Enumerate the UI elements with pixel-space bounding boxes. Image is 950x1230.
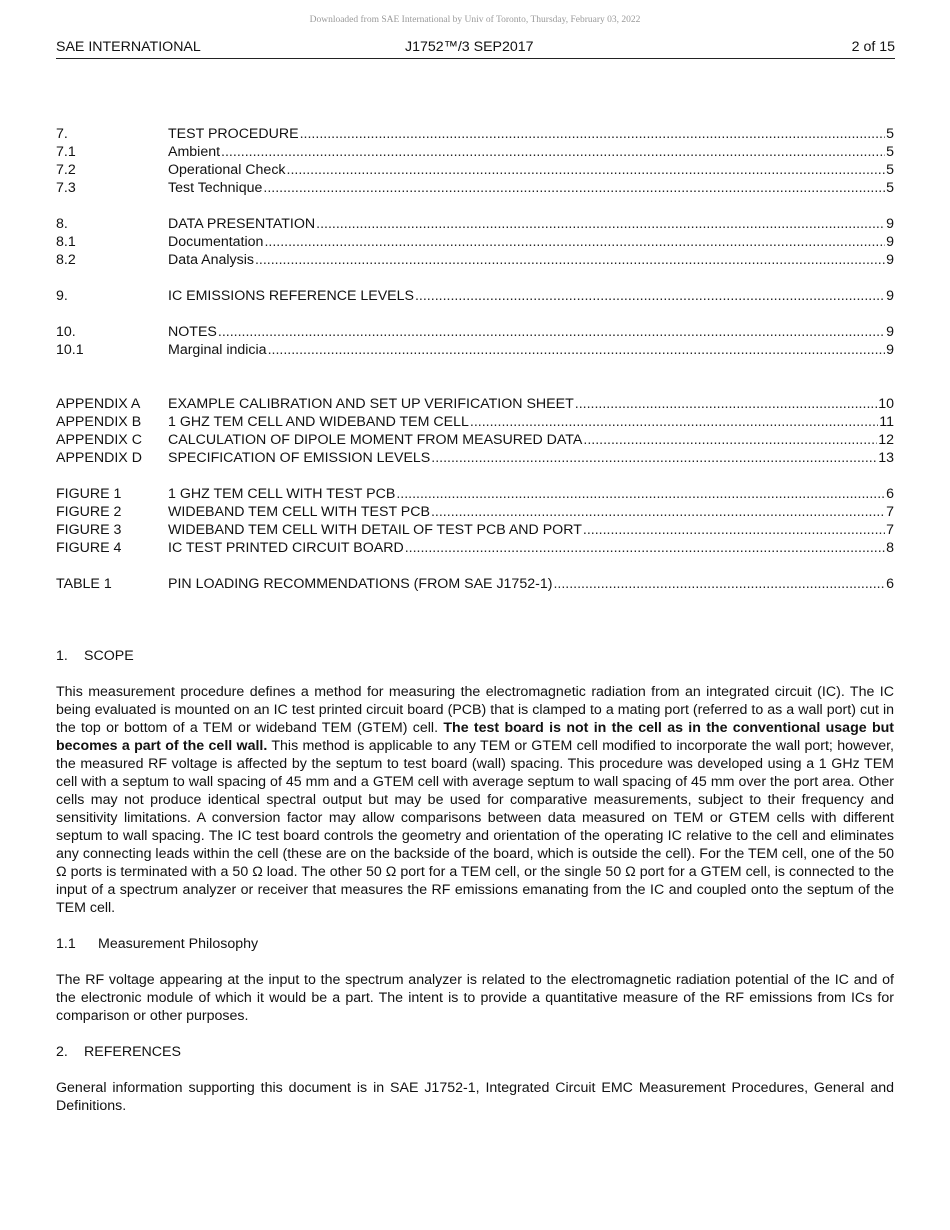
toc-dot-leader — [255, 251, 885, 269]
toc-entry-title: PIN LOADING RECOMMENDATIONS (FROM SAE J1752-1) — [168, 576, 553, 592]
toc-entry-page: 9 — [886, 216, 894, 232]
toc-entry — [56, 161, 894, 179]
download-watermark: Downloaded from SAE International by Univ of Toronto, Thursday, February 03, 2022 — [309, 15, 641, 25]
toc-entry-number: 10.1 — [56, 342, 84, 358]
toc-entry-page: 11 — [879, 414, 894, 430]
toc-dot-leader — [575, 395, 877, 413]
toc-entry — [56, 233, 894, 251]
toc-entry — [56, 503, 894, 521]
toc-dot-leader — [268, 341, 886, 359]
toc-entry-title: Documentation — [168, 234, 264, 250]
toc-entry-page: 9 — [886, 288, 894, 304]
section-title: SCOPE — [84, 648, 134, 664]
document-body — [56, 647, 894, 1133]
toc-entry-number: 8.1 — [56, 234, 76, 250]
toc-entry-page: 5 — [886, 126, 894, 142]
toc-entry — [56, 251, 894, 269]
header-organization: SAE INTERNATIONAL — [56, 39, 201, 55]
toc-entry-page: 10 — [878, 396, 894, 412]
toc-dot-leader — [405, 539, 885, 557]
toc-entry-number: 8.2 — [56, 252, 76, 268]
toc-entry-page: 9 — [886, 234, 894, 250]
toc-dot-leader — [287, 161, 886, 179]
toc-entry-title: TEST PROCEDURE — [168, 126, 299, 142]
toc-entry-page: 13 — [878, 450, 894, 466]
toc-entry — [56, 287, 894, 305]
toc-spacer — [56, 467, 894, 485]
toc-dot-leader — [553, 575, 885, 593]
section-number: 2. — [56, 1044, 68, 1060]
toc-entry-number: FIGURE 2 — [56, 504, 122, 520]
toc-dot-leader — [221, 143, 885, 161]
toc-entry — [56, 341, 894, 359]
toc-entry — [56, 179, 894, 197]
toc-entry-page: 5 — [886, 144, 894, 160]
header-page-number: 2 of 15 — [851, 39, 895, 55]
toc-entry-number: 7. — [56, 126, 68, 142]
toc-entry — [56, 215, 894, 233]
toc-entry-title: 1 GHZ TEM CELL AND WIDEBAND TEM CELL — [168, 414, 469, 430]
section-number: 1.1 — [56, 936, 76, 952]
toc-entry — [56, 449, 894, 467]
toc-dot-leader — [396, 485, 885, 503]
toc-entry-number: 10. — [56, 324, 76, 340]
section-number: 1. — [56, 648, 68, 664]
toc-dot-leader — [470, 413, 878, 431]
toc-entry-title: IC EMISSIONS REFERENCE LEVELS — [168, 288, 414, 304]
toc-dot-leader — [431, 449, 877, 467]
toc-dot-leader — [263, 179, 885, 197]
toc-spacer — [56, 197, 894, 215]
toc-spacer — [56, 269, 894, 287]
toc-entry-page: 7 — [886, 504, 894, 520]
section-heading-references — [56, 1043, 894, 1061]
toc-entry — [56, 395, 894, 413]
toc-entry-number: 7.2 — [56, 162, 76, 178]
scope-text-b: This method is applicable to any TEM or GTEM cell modified to incorporate the wall port; however, the measured RF voltage is affected by the septum to test board (wall) spacing. This procedure was developed using a 1 GHz TEM cell with a septum to wall spacing of 45 mm and a GTEM cell with average septum to wall spacing of 45 mm over the port area. Other cells may not produce identical spectral output but may be used for comparative measurements, subject to their frequency and sensitivity limitations. A conversion factor may allow comparisons between data measured on TEM or GTEM cells with different septum to wall spacing. The IC test board controls the geometry and orientation of the operating IC relative to the cell and eliminates any connecting leads within the cell (these are on the backside of the board, which is outside the cell). For the TEM cell, one of the 50 Ω ports is terminated with a 50 Ω load. The other 50 Ω port for a TEM cell, or the single 50 Ω port for a GTEM cell, is connected to the input of a spectrum analyzer or receiver that measures the RF emissions emanating from the IC and coupled onto the septum of the TEM cell. — [56, 738, 894, 916]
toc-entry-title: IC TEST PRINTED CIRCUIT BOARD — [168, 540, 404, 556]
references-paragraph: General information supporting this document is in SAE J1752-1, Integrated Circuit EMC Measurement Procedures, General and Definitions. — [56, 1080, 894, 1114]
section-title: REFERENCES — [84, 1044, 181, 1060]
toc-entry-title: WIDEBAND TEM CELL WITH TEST PCB — [168, 504, 430, 520]
toc-entry-page: 9 — [886, 252, 894, 268]
toc-entry — [56, 539, 894, 557]
table-of-contents — [56, 125, 894, 593]
toc-entry-title: DATA PRESENTATION — [168, 216, 316, 232]
toc-entry-page: 9 — [886, 342, 894, 358]
toc-entry — [56, 413, 894, 431]
section-heading-scope — [56, 647, 894, 665]
toc-entry-number: APPENDIX D — [56, 450, 142, 466]
toc-dot-leader — [300, 125, 886, 143]
toc-entry-page: 12 — [878, 432, 894, 448]
toc-entry — [56, 485, 894, 503]
toc-spacer — [56, 359, 894, 395]
toc-spacer — [56, 557, 894, 575]
toc-dot-leader — [415, 287, 885, 305]
toc-entry-number: 7.3 — [56, 180, 76, 196]
toc-entry-page: 5 — [886, 180, 894, 196]
philosophy-paragraph: The RF voltage appearing at the input to the spectrum analyzer is related to the electromagnetic radiation potential of the IC and of the electronic module of which it would be a part. The intent is to provide a quantitative measure of the RF emissions from ICs for comparison or other purposes. — [56, 972, 894, 1024]
toc-entry-number: TABLE 1 — [56, 576, 112, 592]
toc-entry-page: 6 — [886, 576, 894, 592]
toc-entry-title: EXAMPLE CALIBRATION AND SET UP VERIFICATION SHEET — [168, 396, 574, 412]
toc-dot-leader — [264, 233, 885, 251]
toc-entry — [56, 575, 894, 593]
scope-text-a: This measurement procedure defines a method for measuring the electromagnetic radiation from an integrated circuit (IC). The IC being evaluated is mounted on an IC test printed circuit board (PCB) that is clamped to a mating port (referred to as a wall port) cut in the top or bottom of a TEM or wideband TEM (GTEM) cell. — [56, 684, 894, 736]
toc-dot-leader — [316, 215, 885, 233]
toc-entry — [56, 323, 894, 341]
toc-entry-number: APPENDIX C — [56, 432, 142, 448]
scope-paragraph — [56, 683, 894, 917]
toc-entry-title: Ambient — [168, 144, 221, 160]
section-heading-philosophy — [56, 935, 894, 953]
toc-entry-title: Marginal indicia — [168, 342, 267, 358]
toc-entry — [56, 143, 894, 161]
toc-entry-title: WIDEBAND TEM CELL WITH DETAIL OF TEST PCB AND PORT — [168, 522, 582, 538]
toc-entry — [56, 431, 894, 449]
scope-text-bold: The test board is not in the cell as in the conventional usage but becomes a part of the cell wall. — [56, 720, 894, 754]
section-title: Measurement Philosophy — [98, 936, 259, 952]
toc-entry-title: Test Technique — [168, 180, 263, 196]
toc-dot-leader — [583, 431, 877, 449]
toc-entry — [56, 521, 894, 539]
toc-dot-leader — [583, 521, 885, 539]
toc-dot-leader — [218, 323, 885, 341]
toc-entry-page: 8 — [886, 540, 894, 556]
toc-entry-page: 9 — [886, 324, 894, 340]
toc-entry-number: FIGURE 3 — [56, 522, 122, 538]
toc-entry-page: 7 — [886, 522, 894, 538]
page-header — [56, 38, 895, 59]
toc-entry-page: 5 — [886, 162, 894, 178]
toc-entry-title: NOTES — [168, 324, 217, 340]
toc-entry-number: APPENDIX B — [56, 414, 142, 430]
toc-entry-number: 9. — [56, 288, 68, 304]
toc-entry-title: SPECIFICATION OF EMISSION LEVELS — [168, 450, 431, 466]
toc-entry-number: 8. — [56, 216, 68, 232]
toc-entry-number: 7.1 — [56, 144, 76, 160]
toc-entry-page: 6 — [886, 486, 894, 502]
toc-entry-number: FIGURE 1 — [56, 486, 122, 502]
toc-entry-title: 1 GHZ TEM CELL WITH TEST PCB — [168, 486, 396, 502]
header-document-id: J1752™/3 SEP2017 — [405, 39, 534, 55]
toc-entry-title: Operational Check — [168, 162, 286, 178]
toc-dot-leader — [431, 503, 885, 521]
toc-entry — [56, 125, 894, 143]
toc-entry-title: CALCULATION OF DIPOLE MOMENT FROM MEASURED DATA — [168, 432, 583, 448]
toc-entry-number: FIGURE 4 — [56, 540, 122, 556]
toc-entry-title: Data Analysis — [168, 252, 254, 268]
toc-entry-number: APPENDIX A — [56, 396, 141, 412]
toc-spacer — [56, 305, 894, 323]
